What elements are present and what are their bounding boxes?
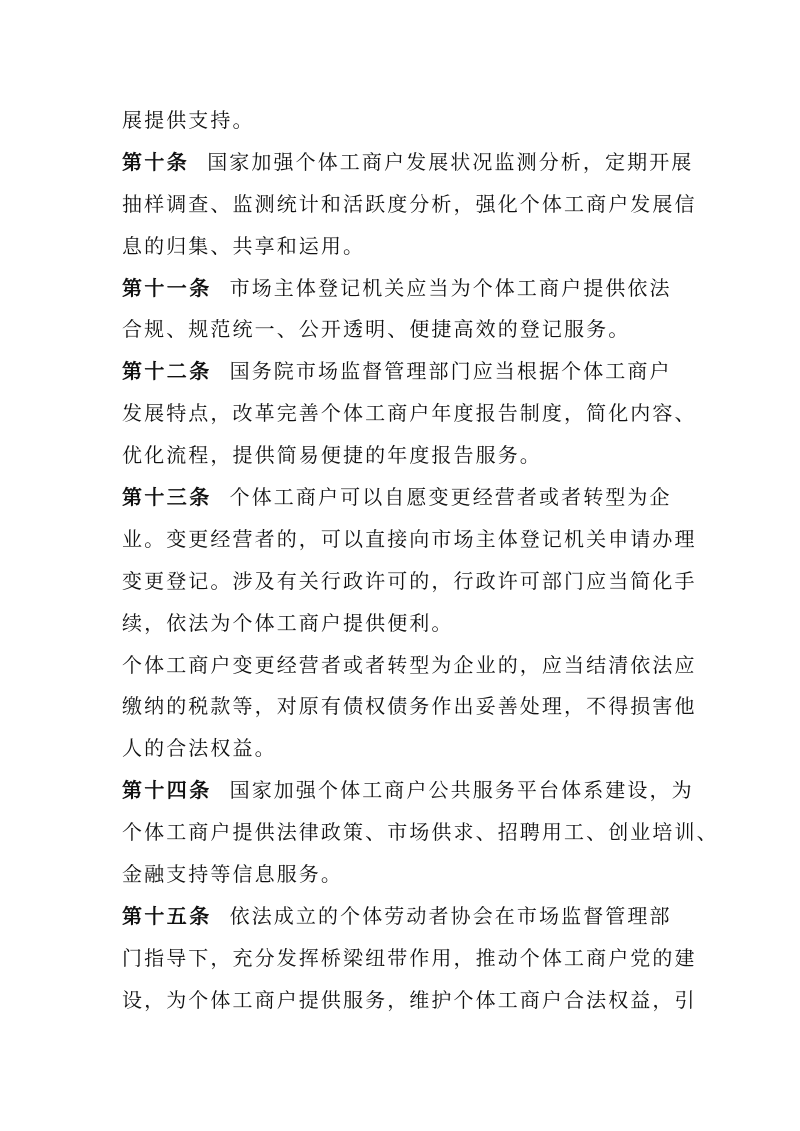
article-heading: 第十条	[122, 149, 190, 174]
line-body: 息的归集、共享和运用。	[122, 233, 366, 258]
article-14-line	[122, 770, 694, 810]
article-heading: 第十三条	[122, 485, 212, 510]
article-11-line	[122, 268, 682, 308]
text-line	[122, 561, 697, 601]
line-body: 金融支持等信息服务。	[122, 862, 343, 887]
article-heading: 第十四条	[122, 778, 212, 803]
line-body: 个体工商户可以自愿变更经营者或者转型为企	[229, 485, 672, 510]
text-line	[122, 309, 682, 349]
text-line	[122, 519, 697, 559]
line-body: 展提供支持。	[122, 108, 255, 132]
text-line	[122, 812, 719, 852]
text-line	[122, 938, 697, 978]
line-body: 发展特点，改革完善个体工商户年度报告制度，简化内容、	[122, 401, 697, 426]
text-line	[122, 686, 697, 726]
line-body: 国家加强个体工商户发展状况监测分析，定期开展	[207, 149, 694, 174]
line-body: 合规、规范统一、公开透明、便捷高效的登记服务。	[122, 317, 631, 342]
line-body: 国务院市场监督管理部门应当根据个体工商户	[229, 359, 672, 384]
line-body: 个体工商户变更经营者或者转型为企业的，应当结清依法应	[122, 652, 697, 677]
article-heading: 第十二条	[122, 359, 212, 384]
line-body: 优化流程，提供简易便捷的年度报告服务。	[122, 443, 542, 468]
line-body: 业。变更经营者的，可以直接向市场主体登记机关申请办理	[122, 526, 697, 551]
line-body: 抽样调查、监测统计和活跃度分析，强化个体工商户发展信	[122, 191, 697, 216]
line-body: 续，依法为个体工商户提供便利。	[122, 610, 454, 635]
text-line	[122, 184, 697, 224]
text-line	[122, 854, 682, 894]
line-body: 缴纳的税款等，对原有债权债务作出妥善处理，不得损害他	[122, 694, 697, 719]
text-line	[122, 435, 682, 475]
line-body: 依法成立的个体劳动者协会在市场监督管理部	[229, 903, 672, 928]
text-line	[122, 980, 697, 1020]
line-body: 国家加强个体工商户公共服务平台体系建设，为	[229, 778, 694, 803]
article-13-line	[122, 477, 682, 517]
line-body: 个体工商户提供法律政策、市场供求、招聘用工、创业培训、	[122, 820, 719, 845]
line-body: 市场主体登记机关应当为个体工商户提供依法	[229, 275, 672, 300]
article-heading: 第十五条	[122, 903, 212, 928]
line-body: 变更登记。涉及有关行政许可的，行政许可部门应当简化手	[122, 568, 697, 593]
article-12-line	[122, 351, 682, 391]
text-line	[122, 728, 682, 768]
text-line	[122, 100, 682, 140]
line-body: 人的合法权益。	[122, 736, 277, 761]
text-line	[122, 393, 697, 433]
regulation-text	[122, 100, 719, 1022]
article-heading: 第十一条	[122, 275, 212, 300]
line-body: 门指导下，充分发挥桥梁纽带作用，推动个体工商户党的建	[122, 945, 697, 970]
line-body: 设，为个体工商户提供服务，维护个体工商户合法权益，引	[122, 987, 697, 1012]
article-15-line	[122, 896, 682, 936]
article-10-line	[122, 142, 694, 182]
text-line	[122, 226, 682, 266]
text-line	[122, 603, 682, 643]
text-line	[122, 645, 697, 685]
